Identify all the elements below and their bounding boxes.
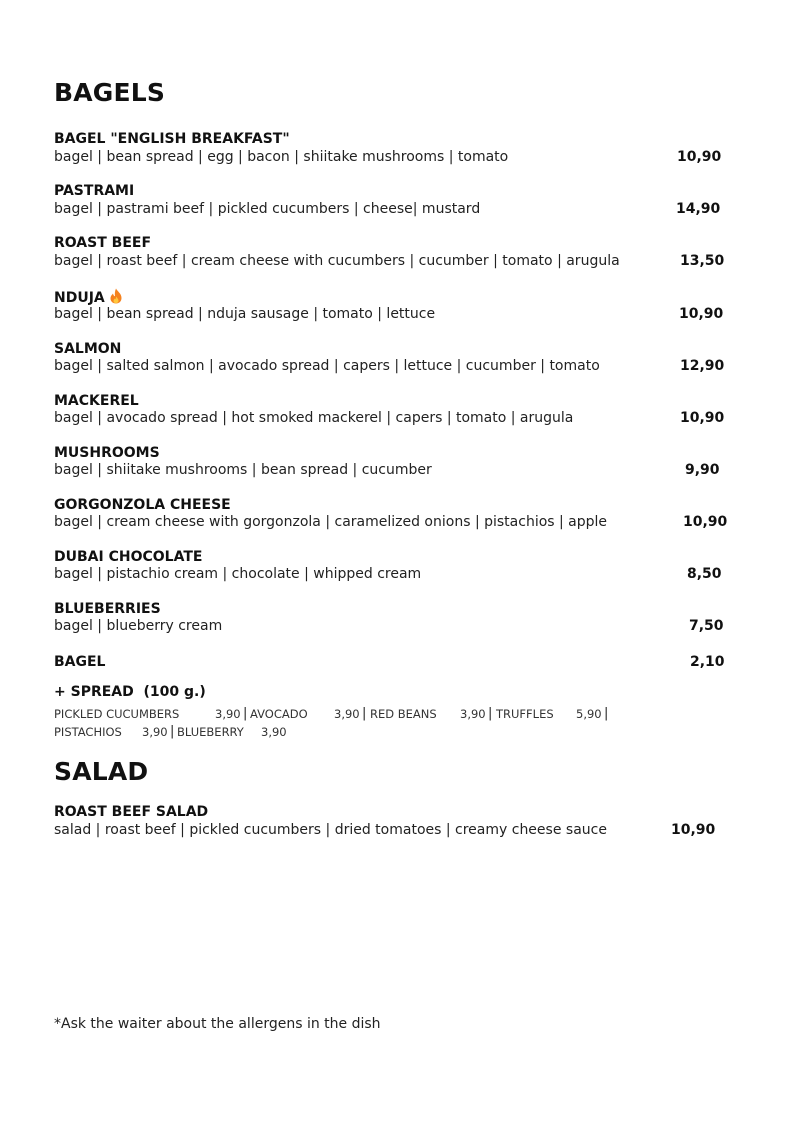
item-name: DUBAI CHOCOLATE [54, 549, 203, 565]
spread-option-name: AVOCADO [250, 707, 308, 721]
item-price: 10,90 [679, 306, 724, 322]
spread-option-name: PISTACHIOS [54, 725, 122, 739]
item-description: bagel | pastrami beef | pickled cucumbers | cheese| mustard [54, 201, 481, 217]
spread-option-name: TRUFFLES [496, 707, 554, 721]
item-name: BLUEBERRIES [54, 601, 161, 617]
item-price: 8,50 [687, 566, 722, 582]
item-name: ROAST BEEF [54, 235, 152, 251]
item-description: bagel | roast beef | cream cheese with cucumbers | cucumber | tomato | arugula [54, 253, 620, 269]
item-name: GORGONZOLA CHEESE [54, 497, 231, 513]
item-price: 13,50 [680, 253, 725, 269]
spread-option-price: 3,90 [142, 725, 168, 739]
item-description: salad | roast beef | pickled cucumbers | dried tomatoes | creamy cheese sauce [54, 822, 607, 838]
bagels-heading: BAGELS [54, 78, 166, 107]
separator: | [604, 706, 609, 721]
item-description: bagel | bean spread | nduja sausage | tomato | lettuce [54, 306, 436, 322]
item-name: MACKEREL [54, 393, 139, 409]
item-price: 7,50 [689, 618, 724, 634]
item-description: bagel | pistachio cream | chocolate | whipped cream [54, 566, 422, 582]
item-description: bagel | shiitake mushrooms | bean spread | cucumber [54, 462, 432, 478]
spread-option-price: 3,90 [261, 725, 287, 739]
item-name-row [54, 288, 123, 308]
spread-option-name: PICKLED CUCUMBERS [54, 707, 180, 721]
item-price: 9,90 [685, 462, 720, 478]
separator: | [362, 706, 367, 721]
item-name: ROAST BEEF SALAD [54, 804, 209, 820]
separator: | [488, 706, 493, 721]
item-name: SALMON [54, 341, 122, 357]
item-name: PASTRAMI [54, 183, 135, 199]
separator: | [243, 706, 248, 721]
salad-heading: SALAD [54, 757, 149, 786]
spread-option-name: BLUEBERRY [177, 725, 244, 739]
item-price: 12,90 [680, 358, 725, 374]
item-description: bagel | cream cheese with gorgonzola | caramelized onions | pistachios | apple [54, 514, 608, 530]
item-name: BAGEL "ENGLISH BREAKFAST" [54, 131, 290, 147]
spread-options-row-2 [0, 725, 794, 741]
spread-option-price: 5,90 [576, 707, 602, 721]
separator: | [170, 724, 175, 739]
flame-icon [109, 288, 123, 308]
item-price: 14,90 [676, 201, 721, 217]
item-description: bagel | avocado spread | hot smoked mackerel | capers | tomato | arugula [54, 410, 574, 426]
item-price: 10,90 [680, 410, 725, 426]
spread-option-name: RED BEANS [370, 707, 437, 721]
spread-options-row-1 [0, 707, 794, 723]
spread-option-price: 3,90 [460, 707, 486, 721]
item-price: 10,90 [677, 149, 722, 165]
spread-title: + SPREAD (100 g.) [54, 684, 206, 700]
spread-option-price: 3,90 [215, 707, 241, 721]
spread-option-price: 3,90 [334, 707, 360, 721]
item-price: 10,90 [671, 822, 716, 838]
allergen-footnote: *Ask the waiter about the allergens in the dish [54, 1016, 381, 1032]
item-name: BAGEL [54, 654, 106, 670]
item-description: bagel | blueberry cream [54, 618, 223, 634]
item-name: MUSHROOMS [54, 445, 160, 461]
item-description: bagel | salted salmon | avocado spread | capers | lettuce | cucumber | tomato [54, 358, 600, 374]
item-price: 2,10 [690, 654, 725, 670]
item-description: bagel | bean spread | egg | bacon | shiitake mushrooms | tomato [54, 149, 509, 165]
item-price: 10,90 [683, 514, 728, 530]
item-name: NDUJA [54, 290, 105, 306]
